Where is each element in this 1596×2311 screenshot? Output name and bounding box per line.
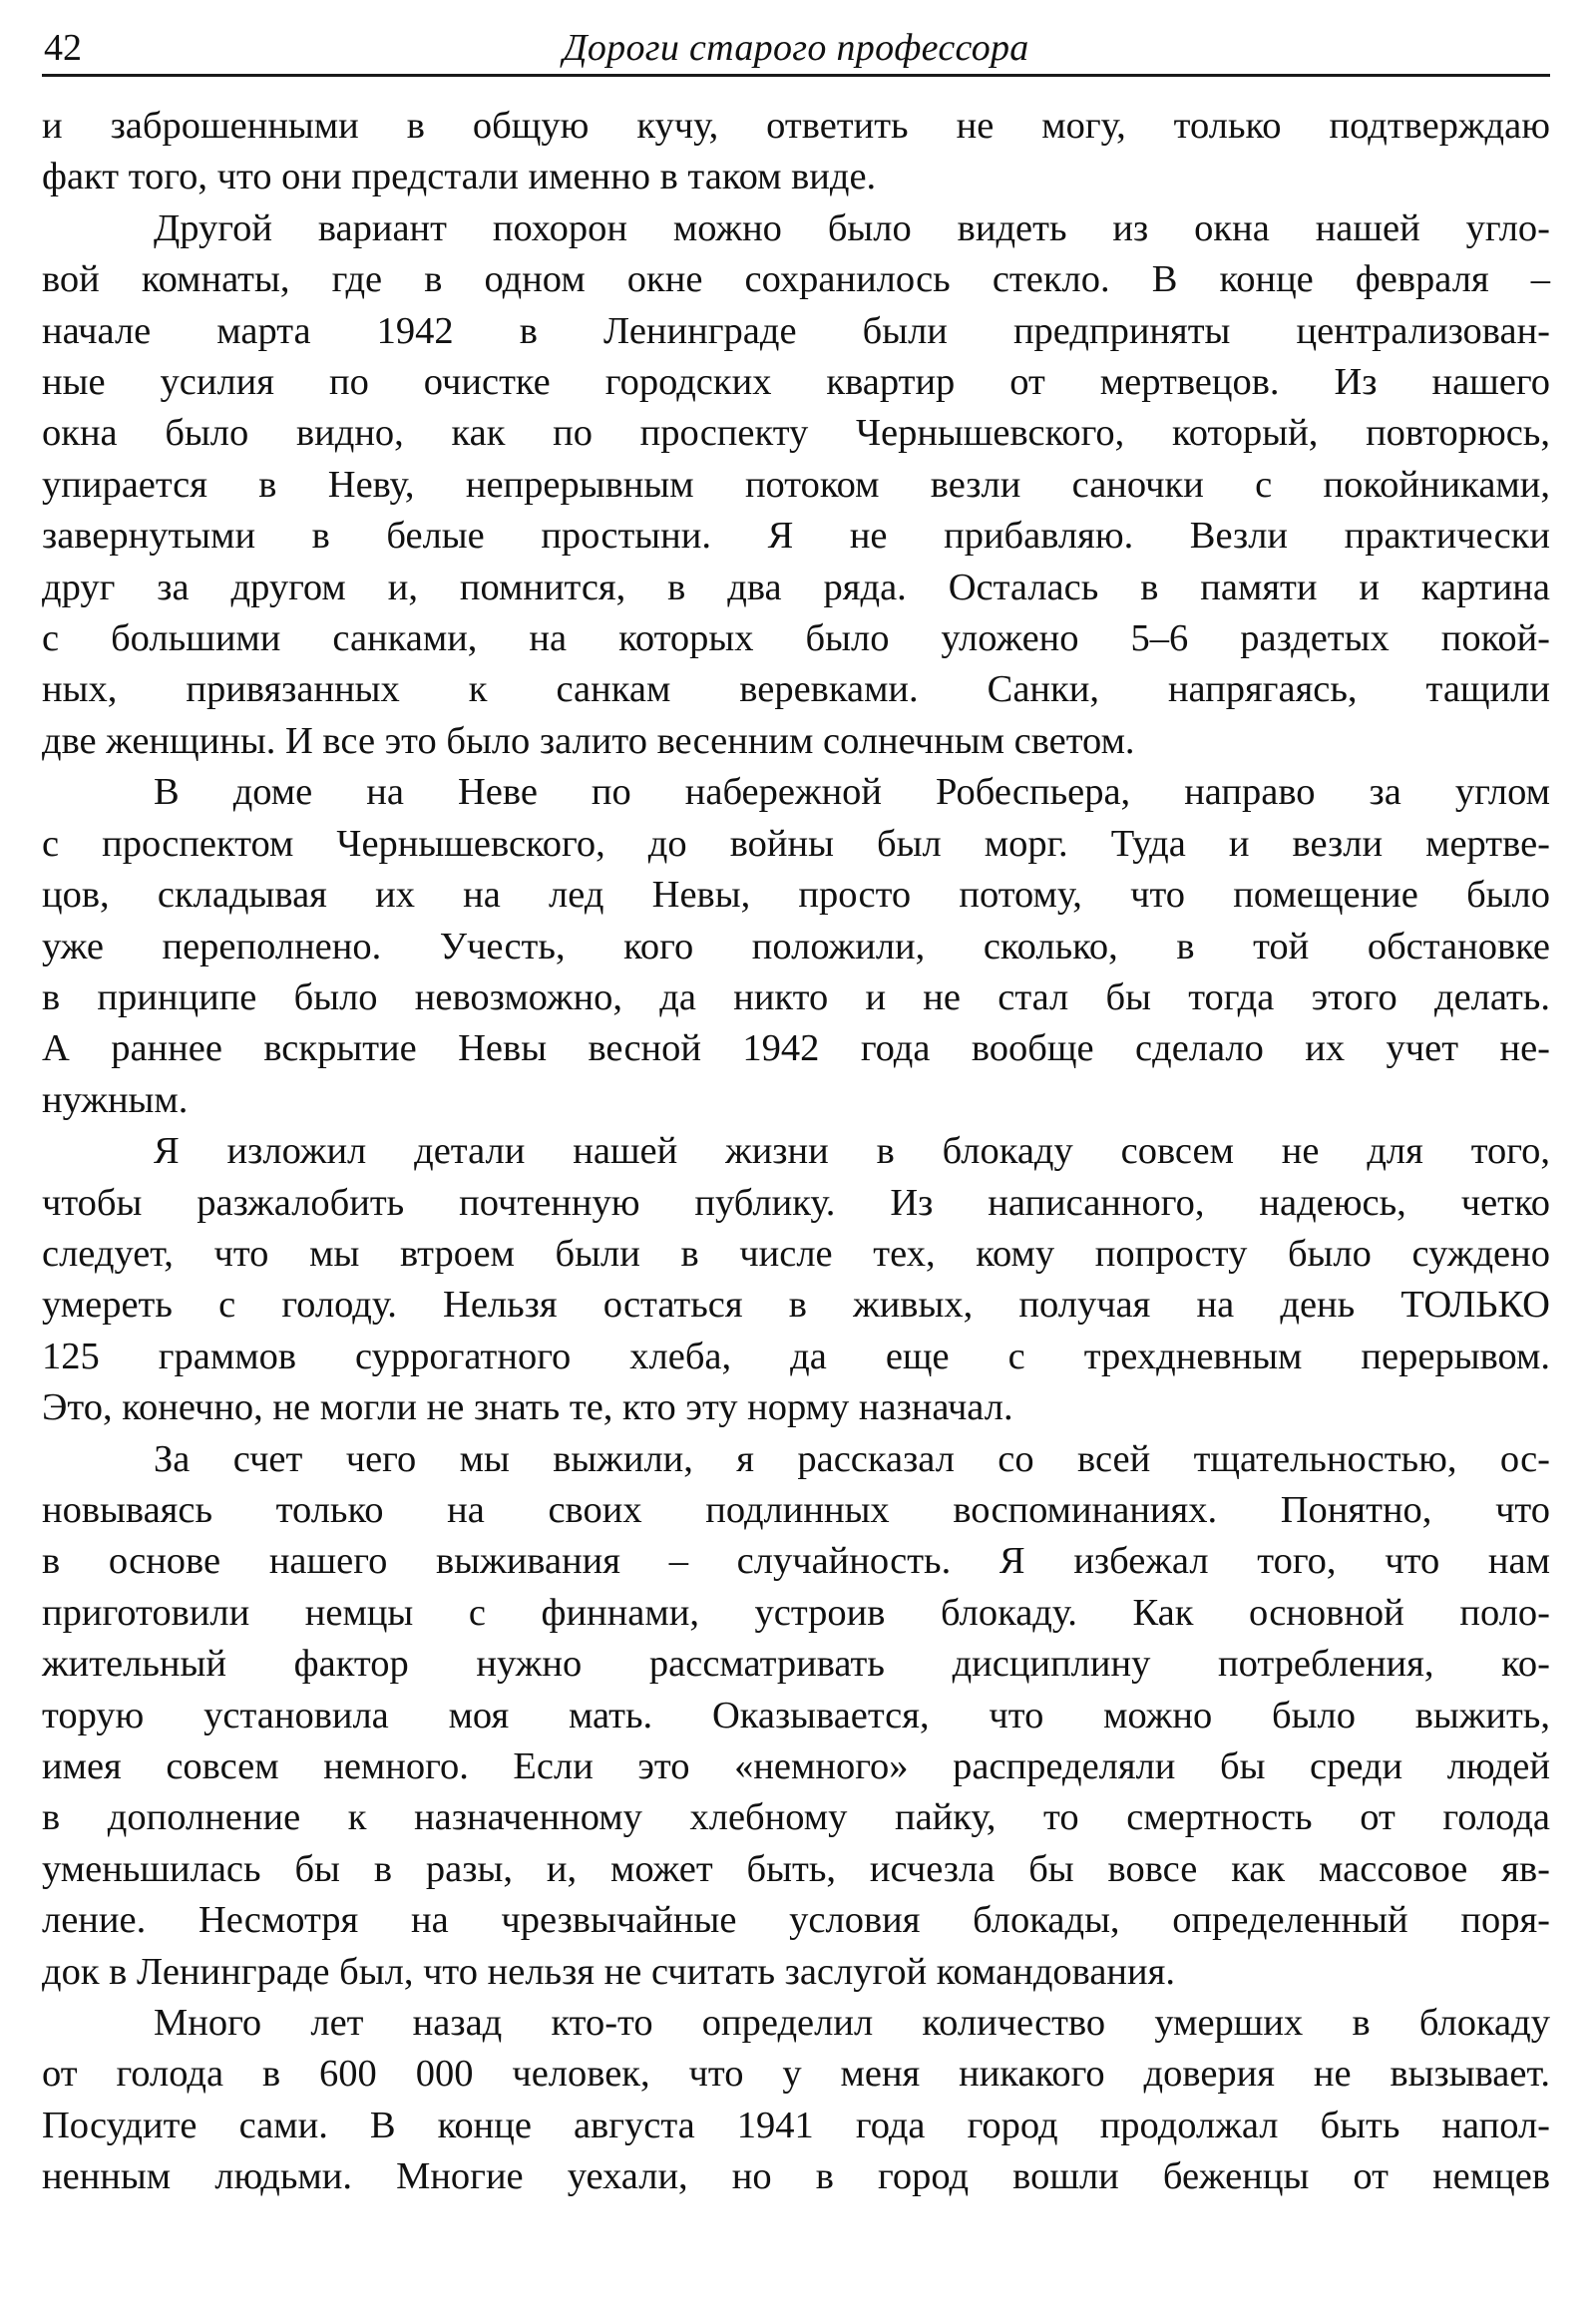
paragraph-line: новываясь только на своих подлинных воспоминаниях. Понятно, что xyxy=(42,1488,1550,1531)
paragraph-line: За счет чего мы выжили, я рассказал со всей тщательностью, ос- xyxy=(154,1437,1550,1480)
paragraph-line: вой комнаты, где в одном окне сохранилось стекло. В конце февраля – xyxy=(42,258,1550,301)
paragraph-line: ненным людьми. Многие уехали, но в город вошли беженцы от немцев xyxy=(42,2155,1550,2198)
paragraph-line: ные усилия по очистке городских квартир от мертвецов. Из нашего xyxy=(42,361,1550,404)
paragraph-line: завернутыми в белые простыни. Я не прибавляю. Везли практически xyxy=(42,515,1550,558)
paragraph-line: ных, привязанных к санкам веревками. Санки, напрягаясь, тащили xyxy=(42,668,1550,711)
paragraph-line: В доме на Неве по набережной Робеспьера, направо за углом xyxy=(154,771,1550,814)
paragraph-line: в принципе было невозможно, да никто и не стал бы тогда этого делать. xyxy=(42,975,1550,1018)
paragraph-line: в дополнение к назначенному хлебному пайку, то смертность от голода xyxy=(42,1796,1550,1839)
paragraph-line: А раннее вскрытие Невы весной 1942 года вообще сделало их учет не- xyxy=(42,1027,1550,1070)
paragraph-line: факт того, что они предстали именно в таком виде. xyxy=(42,156,877,198)
page-number: 42 xyxy=(44,27,82,69)
paragraph-line: в основе нашего выживания – случайность. Я избежал того, что нам xyxy=(42,1540,1550,1583)
paragraph-line: док в Ленинграде был, что нельзя не считать заслугой командования. xyxy=(42,1950,1175,1993)
paragraph-line: Посудите сами. В конце августа 1941 года город продолжал быть напол- xyxy=(42,2104,1550,2146)
paragraph-line: уменьшилась бы в разы, и, может быть, исчезла бы вовсе как массовое яв- xyxy=(42,1847,1550,1890)
running-header xyxy=(42,22,1550,77)
paragraph-line: 125 граммов суррогатного хлеба, да еще с трехдневным перерывом. xyxy=(42,1335,1550,1377)
paragraph-line: торую установила моя мать. Оказывается, что можно было выжить, xyxy=(42,1694,1550,1736)
paragraph-line: упирается в Неву, непрерывным потоком везли саночки с покойниками, xyxy=(42,463,1550,506)
paragraph-line: Я изложил детали нашей жизни в блокаду совсем не для того, xyxy=(154,1130,1550,1173)
paragraph-line: нужным. xyxy=(42,1078,189,1121)
paragraph-line: цов, складывая их на лед Невы, просто потому, что помещение было xyxy=(42,874,1550,917)
paragraph-line: имея совсем немного. Если это «немного» распределяли бы среди людей xyxy=(42,1745,1550,1787)
paragraph-line: Другой вариант похорон можно было видеть из окна нашей угло- xyxy=(154,206,1550,249)
paragraph-line: и заброшенными в общую кучу, ответить не могу, только подтверждаю xyxy=(42,105,1550,147)
running-title: Дороги старого профессора xyxy=(563,27,1029,69)
book-page xyxy=(42,22,1550,2203)
paragraph-line: начале марта 1942 в Ленинграде были предприняты централизован- xyxy=(42,309,1550,352)
body-text xyxy=(42,101,1550,2203)
paragraph-line: Это, конечно, не могли не знать те, кто эту норму назначал. xyxy=(42,1386,1013,1429)
paragraph-line: две женщины. И все это было залито весенним солнечным светом. xyxy=(42,719,1135,762)
paragraph-line: с проспектом Чернышевского, до войны был морг. Туда и везли мертве- xyxy=(42,822,1550,865)
paragraph-line: с большими санками, на которых было уложено 5–6 раздетых покой- xyxy=(42,617,1550,660)
paragraph-line: Много лет назад кто-то определил количество умерших в блокаду xyxy=(154,2002,1550,2045)
paragraph-line: чтобы разжалобить почтенную публику. Из написанного, надеюсь, четко xyxy=(42,1181,1550,1224)
paragraph-line: приготовили немцы с финнами, устроив блокаду. Как основной поло- xyxy=(42,1591,1550,1634)
paragraph-line: уже переполнено. Учесть, кого положили, сколько, в той обстановке xyxy=(42,925,1550,967)
paragraph-line: от голода в 600 000 человек, что у меня никакого доверия не вызывает. xyxy=(42,2053,1550,2096)
paragraph-line: следует, что мы втроем были в числе тех, кому попросту было суждено xyxy=(42,1232,1550,1275)
paragraph-line: умереть с голоду. Нельзя остаться в живых, получая на день ТОЛЬКО xyxy=(42,1284,1550,1327)
paragraph-line: жительный фактор нужно рассматривать дисциплину потребления, ко- xyxy=(42,1643,1550,1686)
paragraph-line: ление. Несмотря на чрезвычайные условия блокады, определенный поря- xyxy=(42,1899,1550,1942)
paragraph-line: окна было видно, как по проспекту Чернышевского, который, повторюсь, xyxy=(42,412,1550,455)
paragraph-line: друг за другом и, помнится, в два ряда. Осталась в памяти и картина xyxy=(42,566,1550,608)
